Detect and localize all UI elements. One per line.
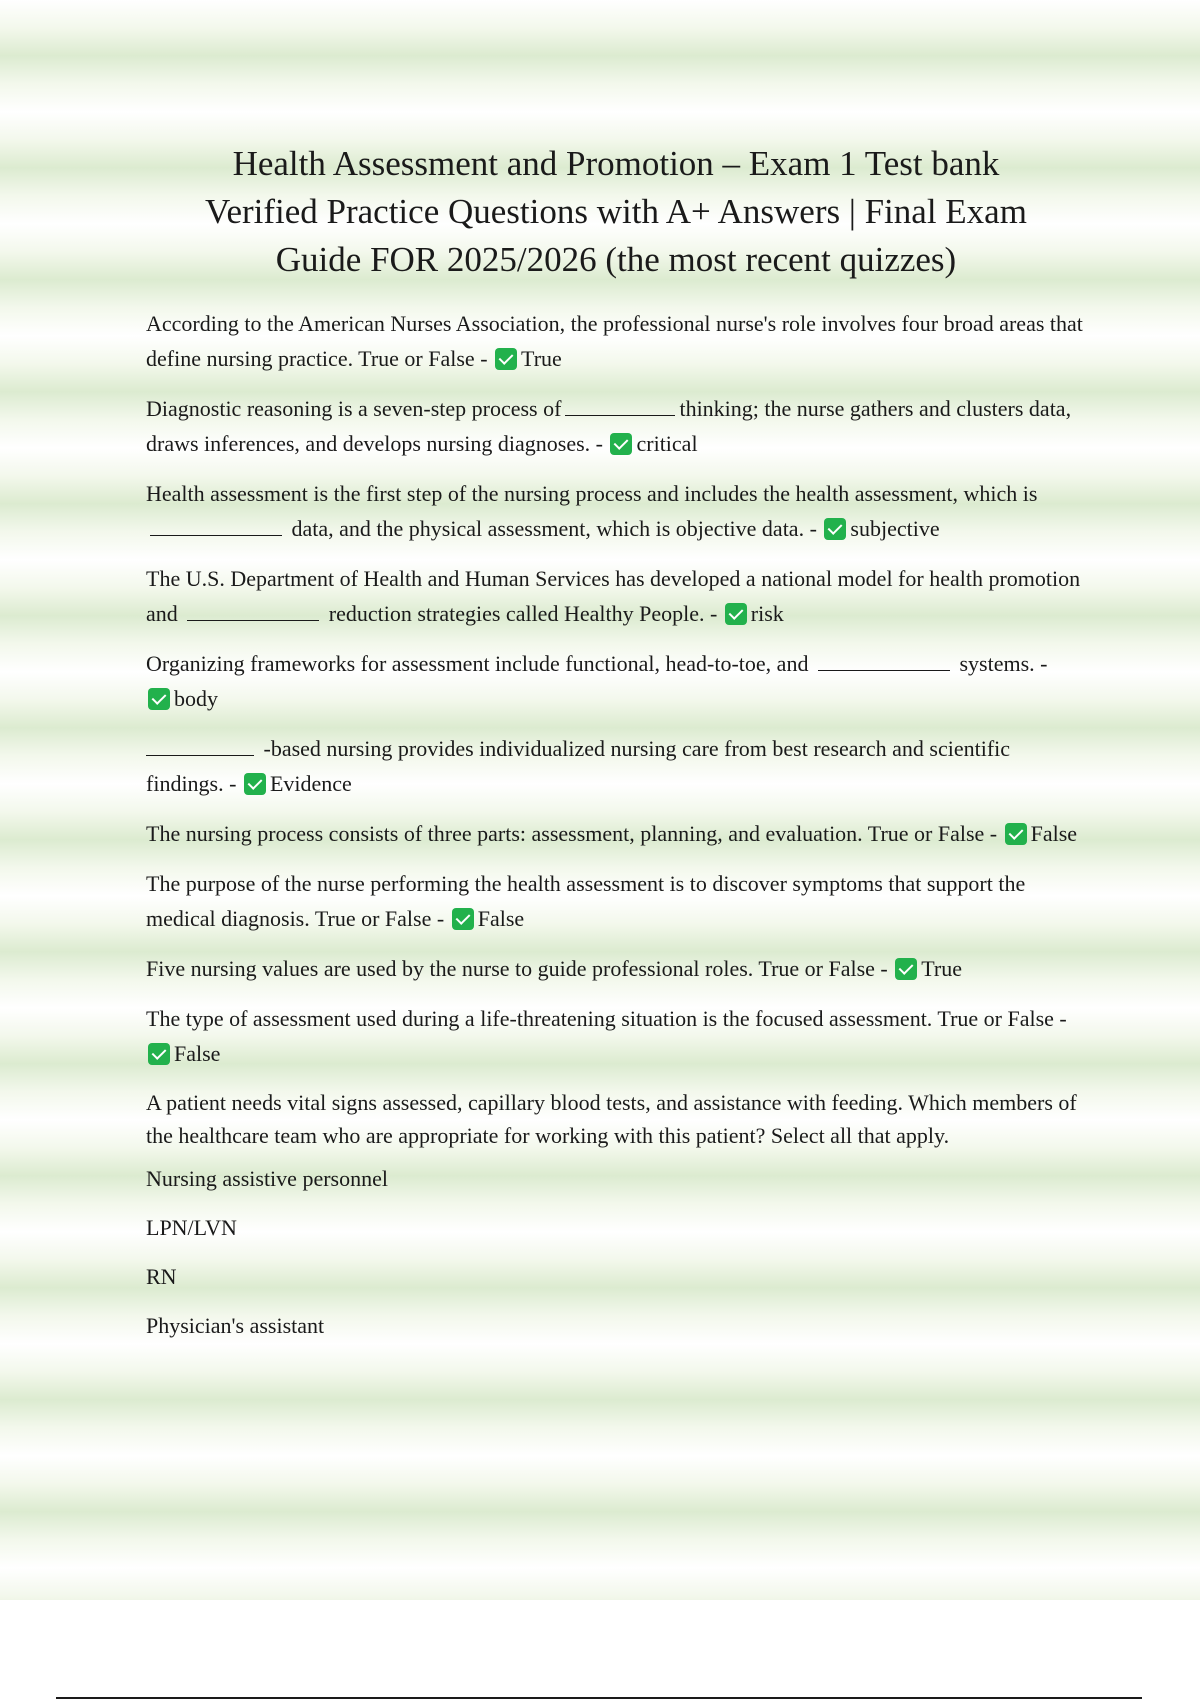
answer — [493, 346, 562, 371]
question-text: Five nursing values are used by the nurse to guide professional roles. True or False - — [146, 956, 888, 981]
qa-item — [146, 951, 1086, 986]
answer-text: subjective — [850, 516, 940, 541]
answer — [146, 1041, 220, 1066]
question-text: systems. - — [959, 651, 1048, 676]
question-text: A patient needs vital signs assessed, capillary blood tests, and assistance with feeding. Which members of the healthcare team who are appropriate for working with this patient? Select all that apply. — [146, 1090, 1077, 1148]
qa-item — [146, 1001, 1086, 1071]
check-mark-icon — [824, 518, 846, 540]
answer-text: False — [174, 1041, 221, 1066]
question-text: According to the American Nurses Association, the professional nurse's role involves four broad areas that define nursing practice. True or False - — [146, 311, 1083, 371]
answer — [822, 516, 939, 541]
answer — [608, 431, 697, 456]
answer — [893, 956, 962, 981]
fill-in-blank — [818, 648, 950, 671]
qa-item — [146, 816, 1086, 851]
question-text: thinking; the nurse gathers and clusters data, draws inferences, and develops nursing diagnoses. - — [146, 396, 1072, 456]
answer — [450, 906, 524, 931]
check-mark-icon — [148, 1043, 170, 1065]
question-text: The type of assessment used during a life-threatening situation is the focused assessment. True or False - — [146, 1006, 1067, 1031]
qa-item — [146, 731, 1086, 801]
question-text: -based nursing provides individualized nursing care from best research and scientific findings. - — [146, 736, 1011, 796]
qa-item — [146, 476, 1086, 546]
question-text: The U.S. Department of Health and Human Services has developed a national model for health promotion and — [146, 566, 1081, 626]
document-title — [146, 140, 1086, 284]
answer-text: True — [521, 346, 562, 371]
qa-item — [146, 391, 1086, 461]
question-text: Diagnostic reasoning is a seven-step process of — [146, 396, 562, 421]
check-mark-icon — [244, 773, 266, 795]
answer — [723, 601, 784, 626]
answer-text: risk — [750, 601, 784, 626]
answer — [146, 686, 218, 711]
title-line: Guide FOR 2025/2026 (the most recent quizzes) — [275, 240, 957, 279]
answer — [1003, 821, 1077, 846]
document-body — [146, 140, 1086, 1358]
title-line: Health Assessment and Promotion – Exam 1 Test bank — [232, 144, 1000, 183]
fill-in-blank — [565, 393, 675, 416]
answer-option: Physician's assistant — [146, 1313, 325, 1338]
check-mark-icon — [725, 603, 747, 625]
fill-in-blank — [187, 598, 319, 621]
question-text: The purpose of the nurse performing the health assessment is to discover symptoms that support the medical diagnosis. True or False - — [146, 871, 1026, 931]
question-text: Health assessment is the first step of the nursing process and includes the health assessment, which is — [146, 481, 1038, 506]
answer-text: critical — [636, 431, 698, 456]
qa-item — [146, 561, 1086, 631]
answer — [242, 771, 352, 796]
question-text: Organizing frameworks for assessment include functional, head-to-toe, and — [146, 651, 809, 676]
fill-in-blank — [150, 513, 282, 536]
check-mark-icon — [452, 908, 474, 930]
answer-text: body — [174, 686, 218, 711]
question-text: reduction strategies called Healthy People. - — [328, 601, 718, 626]
answer-text: True — [921, 956, 963, 981]
question-text: The nursing process consists of three parts: assessment, planning, and evaluation. True or False - — [146, 821, 998, 846]
check-mark-icon — [895, 958, 917, 980]
answer-text: Evidence — [269, 771, 352, 796]
question-text: data, and the physical assessment, which is objective data. - — [291, 516, 817, 541]
qa-item — [146, 646, 1086, 716]
check-mark-icon — [610, 433, 632, 455]
answer-option: RN — [146, 1264, 177, 1289]
check-mark-icon — [148, 688, 170, 710]
check-mark-icon — [495, 348, 517, 370]
qa-item — [146, 306, 1086, 376]
answer-option: LPN/LVN — [146, 1215, 237, 1240]
qa-item — [146, 866, 1086, 936]
fill-in-blank — [146, 733, 254, 756]
answer-text: False — [1030, 821, 1078, 846]
answer-text: False — [477, 906, 525, 931]
footer-divider — [56, 1697, 1142, 1699]
check-mark-icon — [1005, 823, 1027, 845]
title-line: Verified Practice Questions with A+ Answers | Final Exam — [205, 192, 1027, 231]
answer-option: Nursing assistive personnel — [146, 1166, 388, 1191]
